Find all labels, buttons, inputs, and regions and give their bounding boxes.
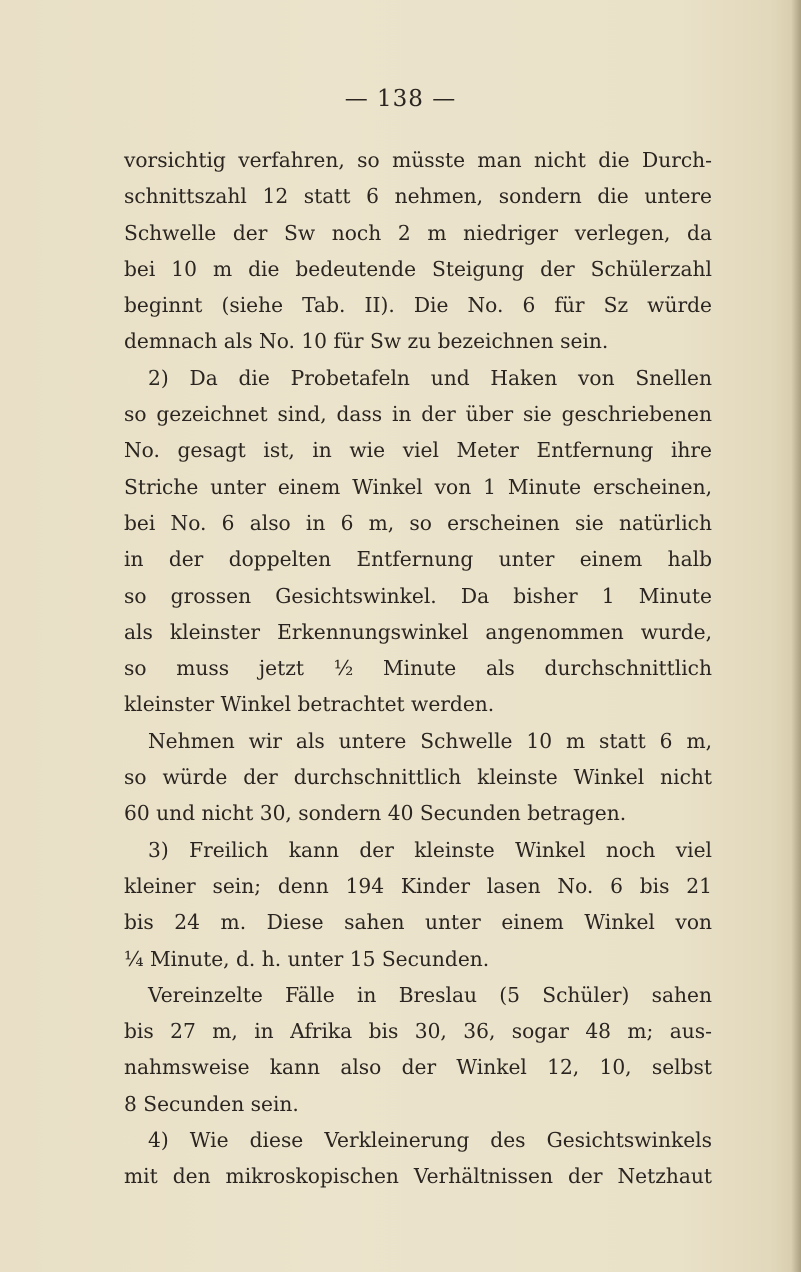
text-line: Nehmen wir als untere Schwelle 10 m statt 6 m,: [148, 728, 712, 753]
text-line: so gezeichnet sind, dass in der über sie geschriebenen: [124, 402, 712, 427]
text-line: als kleinster Erkennungswinkel angenommen wurde,: [124, 619, 712, 644]
text-line: so muss jetzt ½ Minute als durchschnittlich: [124, 656, 712, 681]
text-line: 3) Freilich kann der kleinste Winkel noch viel: [148, 837, 712, 862]
text-line: bis 24 m. Diese sahen unter einem Winkel von: [124, 910, 712, 935]
page-edge-shadow: [791, 0, 801, 1272]
text-line: vorsichtig verfahren, so müsste man nicht die Durch-: [124, 148, 712, 172]
text-line: Schwelle der Sw noch 2 m niedriger verlegen, da: [124, 220, 712, 245]
text-line: Striche unter einem Winkel von 1 Minute erscheinen,: [124, 474, 712, 499]
text-line: kleiner sein; denn 194 Kinder lasen No. 6 bis 21: [124, 873, 712, 898]
text-line: 2) Da die Probetafeln und Haken von Snellen: [148, 365, 712, 390]
text-line: kleinster Winkel betrachtet werden.: [124, 692, 495, 717]
text-line: nahmsweise kann also der Winkel 12, 10, selbst: [124, 1055, 712, 1080]
text-line: beginnt (siehe Tab. II). Die No. 6 für Sz würde: [124, 293, 712, 318]
text-line: so grossen Gesichtswinkel. Da bisher 1 Minute: [124, 583, 712, 608]
text-line: in der doppelten Entfernung unter einem halb: [124, 547, 712, 572]
text-line: bei No. 6 also in 6 m, so erscheinen sie natürlich: [124, 510, 712, 535]
text-line: schnittszahl 12 statt 6 nehmen, sondern die untere: [124, 184, 712, 209]
page-number: — 138 —: [344, 86, 457, 112]
text-line: bei 10 m die bedeutende Steigung der Schülerzahl: [124, 256, 712, 281]
text-line: 4) Wie diese Verkleinerung des Gesichtswinkels: [148, 1128, 712, 1153]
text-line: demnach als No. 10 für Sw zu bezeichnen sein.: [124, 329, 609, 354]
text-line: No. gesagt ist, in wie viel Meter Entfernung ihre: [124, 438, 712, 463]
text-line: so würde der durchschnittlich kleinste Winkel nicht: [124, 765, 712, 790]
text-line: mit den mikroskopischen Verhältnissen der Netzhaut: [124, 1164, 712, 1189]
text-line: bis 27 m, in Afrika bis 30, 36, sogar 48 m; aus-: [124, 1019, 712, 1044]
text-line: 8 Secunden sein.: [124, 1091, 299, 1116]
body-text: [124, 142, 712, 1195]
text-line: Vereinzelte Fälle in Breslau (5 Schüler) sahen: [148, 982, 712, 1007]
text-line: ¼ Minute, d. h. unter 15 Secunden.: [124, 946, 490, 971]
text-line: 60 und nicht 30, sondern 40 Secunden betragen.: [124, 801, 627, 826]
